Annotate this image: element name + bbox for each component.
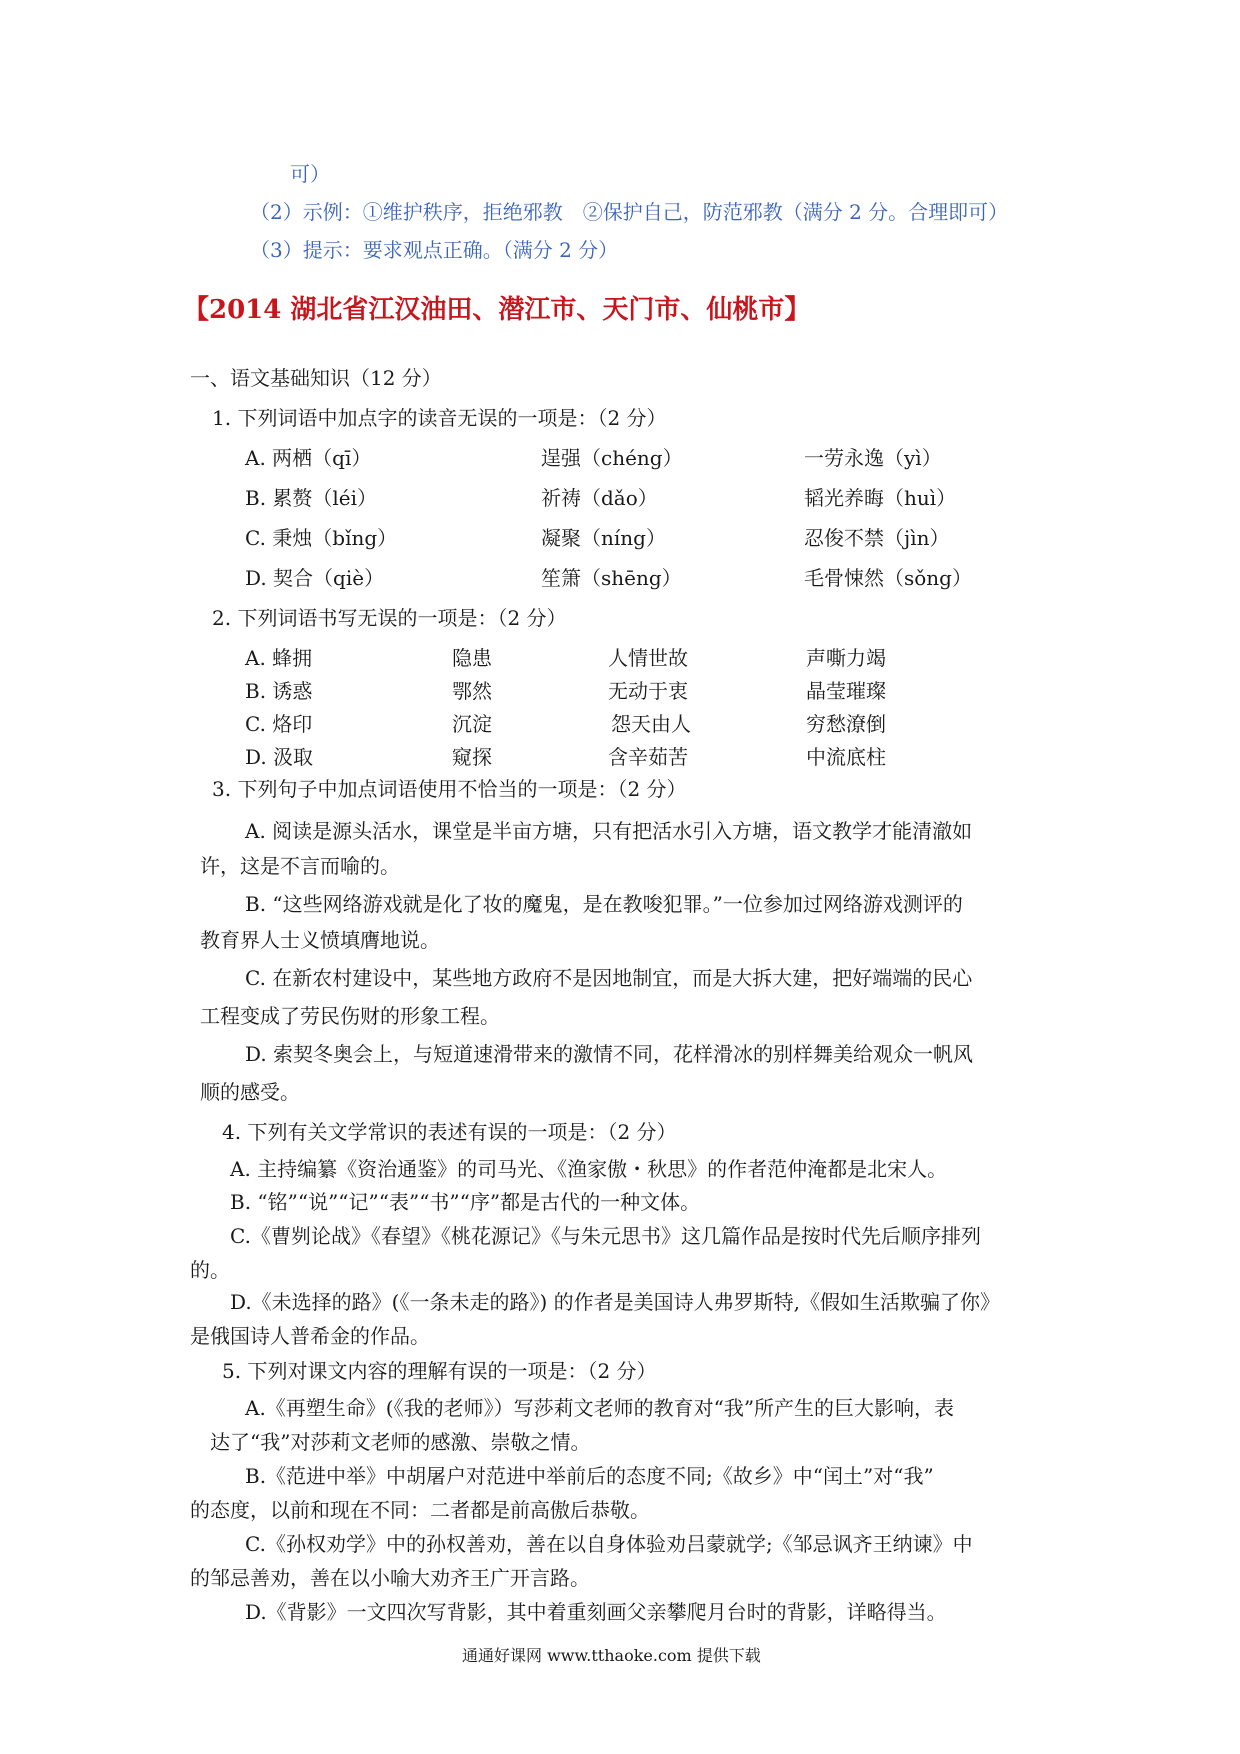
q3-option-c-line1: C. 在新农村建设中，某些地方政府不是因地制宜，而是大拆大建，把好端端的民心 <box>245 966 973 990</box>
q2-c-3: 怨天由人 <box>611 712 691 736</box>
q5-option-d: D.《背影》一文四次写背影，其中着重刻画父亲攀爬月台时的背影，详略得当。 <box>245 1600 947 1624</box>
q2-b-3: 无动于衷 <box>608 679 688 703</box>
q5-stem: 5. 下列对课文内容的理解有误的一项是：（2 分） <box>222 1359 657 1383</box>
q4-option-a: A. 主持编纂《资治通鉴》的司马光、《渔家傲・秋思》的作者范仲淹都是北宋人。 <box>230 1157 948 1181</box>
q1-b-1: B. 累赘（léi） <box>245 486 378 510</box>
section-heading: 【2014 湖北省江汉油田、潜江市、天门市、仙桃市】 <box>183 295 811 325</box>
q2-d-1: D. 汲取 <box>245 745 314 769</box>
q2-d-2: 窥探 <box>452 745 492 769</box>
q2-b-1: B. 诱惑 <box>245 679 313 703</box>
answer-line-2: （2）示例：①维护秩序，拒绝邪教 ②保护自己，防范邪教（满分 2 分。合理即可） <box>250 200 1009 224</box>
q2-a-3: 人情世故 <box>608 646 688 670</box>
q2-b-2: 鄂然 <box>452 679 492 703</box>
q2-a-4: 声嘶力竭 <box>806 646 886 670</box>
q1-b-3: 韬光养晦（huì） <box>804 486 957 510</box>
q5-option-b-line2: 的态度，以前和现在不同：二者都是前高傲后恭敬。 <box>190 1498 650 1522</box>
q4-stem: 4. 下列有关文学常识的表述有误的一项是：（2 分） <box>222 1120 677 1144</box>
q1-c-2: 凝聚（níng） <box>541 526 666 550</box>
q2-b-4: 晶莹璀璨 <box>806 679 886 703</box>
answer-line-3: （3）提示：要求观点正确。（满分 2 分） <box>250 238 619 262</box>
page-footer: 通通好课网 www.tthaoke.com 提供下载 <box>462 1646 761 1665</box>
q5-option-b-line1: B.《范进中举》中胡屠户对范进中举前后的态度不同;《故乡》中“闰土”对“我” <box>245 1464 934 1488</box>
q2-c-1: C. 烙印 <box>245 712 313 736</box>
q4-option-b: B. “铭”“说”“记”“表”“书”“序”都是古代的一种文体。 <box>230 1190 701 1214</box>
q1-a-1: A. 两栖（qī） <box>245 446 372 470</box>
q3-option-a-line2: 许，这是不言而喻的。 <box>200 854 400 878</box>
q1-d-3: 毛骨悚然（sǒng） <box>804 566 972 590</box>
q2-a-2: 隐患 <box>452 646 492 670</box>
q2-stem: 2. 下列词语书写无误的一项是：（2 分） <box>212 606 567 630</box>
q1-a-3: 一劳永逸（yì） <box>804 446 942 470</box>
q5-option-c-line2: 的邹忌善劝，善在以小喻大劝齐王广开言路。 <box>190 1566 590 1590</box>
part-one-title: 一、语文基础知识（12 分） <box>190 366 442 390</box>
q1-b-2: 祈祷（dǎo） <box>541 486 658 510</box>
q3-option-d-line1: D. 索契冬奥会上，与短道速滑带来的激情不同，花样滑冰的别样舞美给观众一帆风 <box>245 1042 974 1066</box>
q3-option-b-line1: B. “这些网络游戏就是化了妆的魔鬼，是在教唆犯罪。”一位参加过网络游戏测评的 <box>245 892 963 916</box>
answer-continuation: 可） <box>290 162 330 186</box>
q1-stem: 1. 下列词语中加点字的读音无误的一项是：（2 分） <box>212 406 667 430</box>
q3-stem: 3. 下列句子中加点词语使用不恰当的一项是：（2 分） <box>212 777 687 801</box>
q2-c-2: 沉淀 <box>452 712 492 736</box>
q3-option-b-line2: 教育界人士义愤填膺地说。 <box>200 928 440 952</box>
q3-option-c-line2: 工程变成了劳民伤财的形象工程。 <box>200 1004 500 1028</box>
q4-option-c-line2: 的。 <box>190 1258 230 1282</box>
q2-d-3: 含辛茹苦 <box>608 745 688 769</box>
q2-a-1: A. 蜂拥 <box>245 646 313 670</box>
q2-d-4: 中流底柱 <box>806 745 886 769</box>
q2-c-4: 穷愁潦倒 <box>806 712 886 736</box>
q1-c-1: C. 秉烛（bǐng） <box>245 526 398 550</box>
q5-option-a-line1: A.《再塑生命》(《我的老师》）写莎莉文老师的教育对“我”所产生的巨大影响，表 <box>245 1396 955 1420</box>
q4-option-d-line2: 是俄国诗人普希金的作品。 <box>190 1324 430 1348</box>
q1-a-2: 逞强（chéng） <box>541 446 683 470</box>
q1-c-3: 忍俊不禁（jìn） <box>804 526 950 550</box>
q4-option-c-line1: C.《曹刿论战》《春望》《桃花源记》《与朱元思书》这几篇作品是按时代先后顺序排列 <box>230 1224 981 1248</box>
q4-option-d-line1: D.《未选择的路》(《一条未走的路》) 的作者是美国诗人弗罗斯特,《假如生活欺骗了你》 <box>230 1290 1000 1314</box>
q1-d-2: 笙箫（shēng） <box>541 566 682 590</box>
q5-option-c-line1: C.《孙权劝学》中的孙权善劝，善在以自身体验劝吕蒙就学;《邹忌讽齐王纳谏》中 <box>245 1532 973 1556</box>
q5-option-a-line2: 达了“我”对莎莉文老师的感激、崇敬之情。 <box>210 1430 591 1454</box>
q1-d-1: D. 契合（qiè） <box>245 566 385 590</box>
q3-option-d-line2: 顺的感受。 <box>200 1080 300 1104</box>
q3-option-a-line1: A. 阅读是源头活水，课堂是半亩方塘，只有把活水引入方塘，语文教学才能清澈如 <box>245 819 973 843</box>
